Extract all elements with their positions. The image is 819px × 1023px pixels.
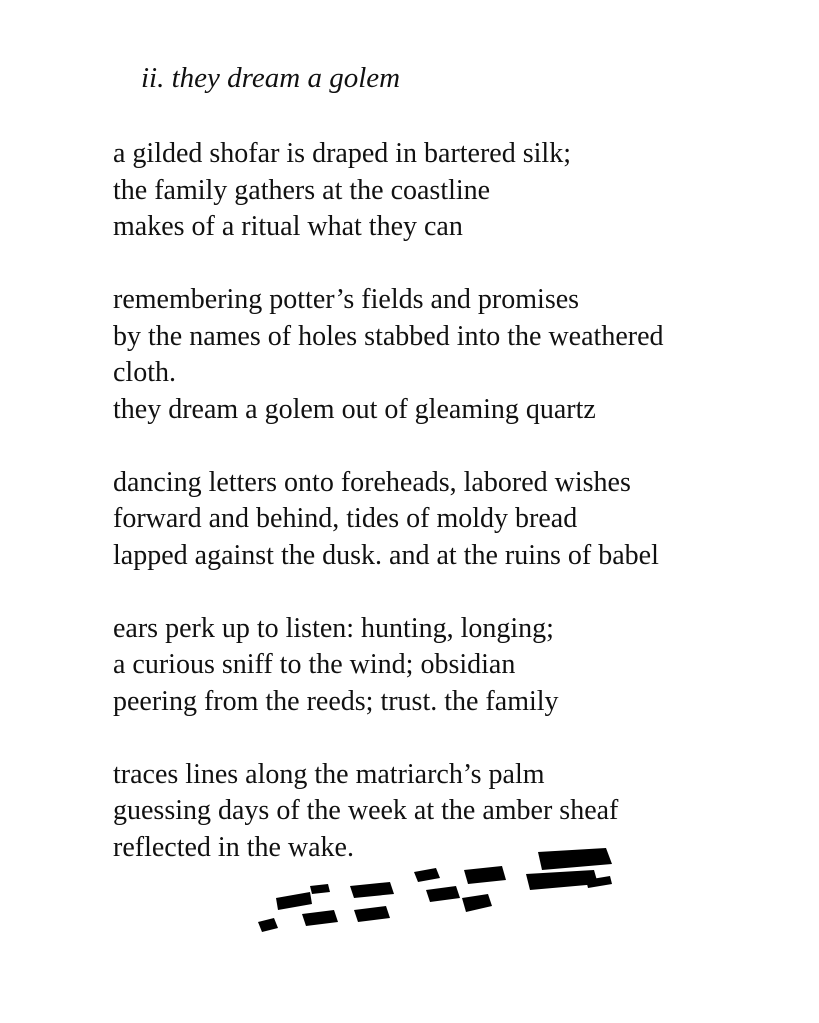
poem-line: traces lines along the matriarch’s palm <box>113 758 545 790</box>
poem-line: the family gathers at the coastline <box>113 174 491 206</box>
poem-line: cloth. <box>113 357 176 388</box>
ornament-mark <box>350 882 394 898</box>
poem-line: a gilded shofar is draped in bartered silk; <box>113 138 571 169</box>
poem-body <box>113 136 753 903</box>
poem-line: remembering potter’s fields and promises <box>113 284 580 315</box>
ornament-mark <box>538 848 612 870</box>
poem-line: a curious sniff to the wind; obsidian <box>113 649 516 680</box>
ornament-mark <box>464 866 506 884</box>
ornament-marks <box>258 848 612 932</box>
stanza-2 <box>113 282 753 428</box>
poem-line: they dream a golem out of gleaming quartz <box>113 393 596 425</box>
stanza-1 <box>113 136 753 246</box>
poem-line: forward and behind, tides of moldy bread <box>113 503 578 534</box>
poem-line: peering from the reeds; trust. the family <box>113 685 559 717</box>
ornament-mark <box>462 894 492 912</box>
poem-line: by the names of holes stabbed into the weathered <box>113 320 664 352</box>
stanza-4 <box>113 611 753 721</box>
poem-line: lapped against the dusk. and at the ruins of babel <box>113 539 659 571</box>
punched-holes-pattern-icon <box>250 840 630 970</box>
poem-line: makes of a ritual what they can <box>113 211 463 242</box>
ornament-mark <box>302 910 338 926</box>
poem-line: guessing days of the week at the amber sheaf <box>113 795 619 826</box>
ornament-mark <box>276 892 312 910</box>
ornament-mark <box>258 918 278 932</box>
poem-title: ii. they dream a golem <box>141 62 401 94</box>
poem-line: dancing letters onto foreheads, labored wishes <box>113 466 631 498</box>
ornament-mark <box>354 906 390 922</box>
stanza-3 <box>113 465 753 575</box>
ornament-mark <box>414 868 440 882</box>
poem-line: reflected in the wake. <box>113 831 354 863</box>
ornament-mark <box>310 884 330 894</box>
poem-line: ears perk up to listen: hunting, longing; <box>113 612 554 644</box>
ornament-mark <box>426 886 460 902</box>
